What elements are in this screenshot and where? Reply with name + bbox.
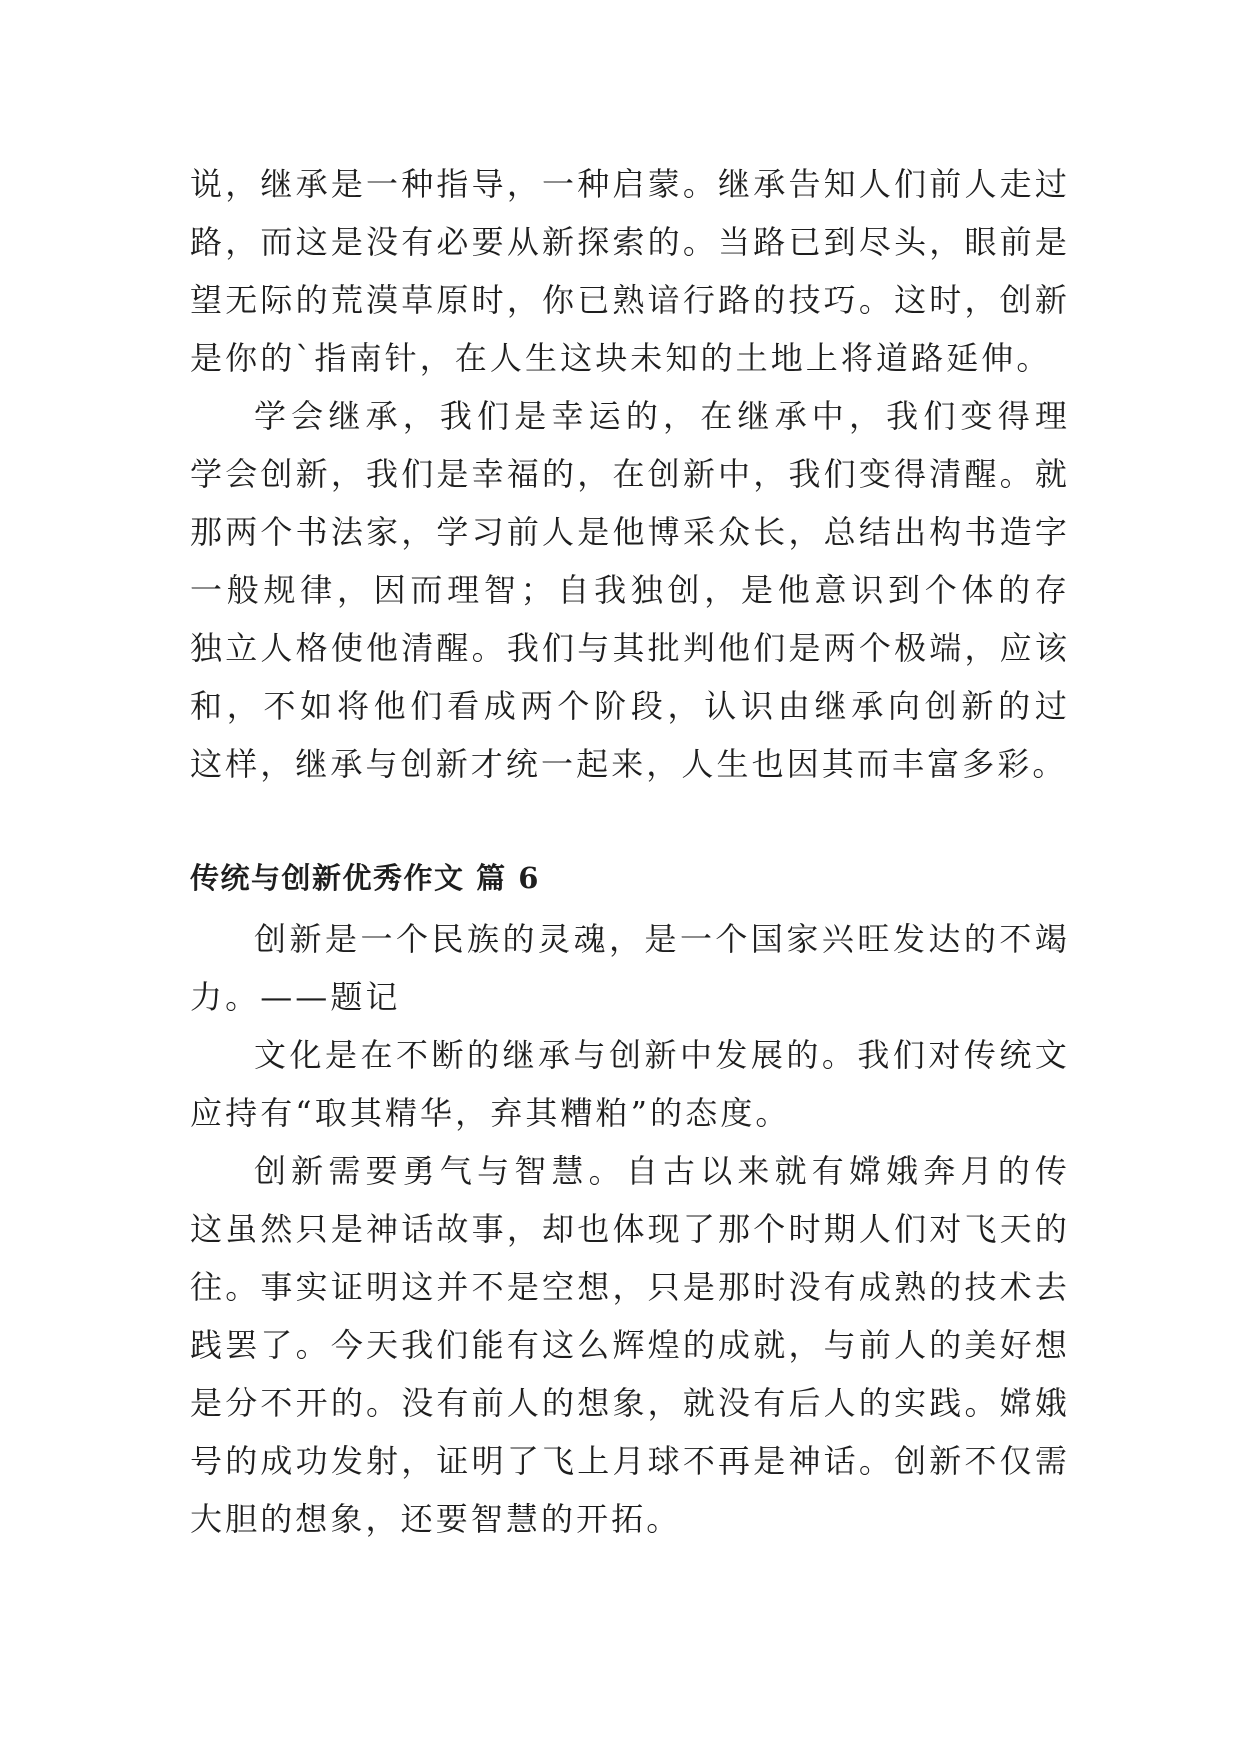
paragraph-line: 路，而这是没有必要从新探索的。当路已到尽头，眼前是 — [190, 223, 1070, 261]
paragraph-line: 和，不如将他们看成两个阶段，认识由继承向创新的过 — [190, 687, 1070, 725]
paragraph-line: 大胆的想象，还要智慧的开拓。 — [190, 1500, 682, 1538]
paragraph-line: 望无际的荒漠草原时，你已熟谙行路的技巧。这时，创新 — [190, 281, 1070, 319]
paragraph-line: 那两个书法家，学习前人是他博采众长，总结出构书造字 — [190, 513, 1070, 551]
paragraph-line: 践罢了。今天我们能有这么辉煌的成就，与前人的美好想 — [190, 1326, 1070, 1364]
paragraph-line: 学会继承，我们是幸运的，在继承中，我们变得理 — [254, 397, 1070, 435]
paragraph-line: 创新是一个民族的灵魂，是一个国家兴旺发达的不竭 — [254, 920, 1070, 958]
paragraph-line: 号的成功发射，证明了飞上月球不再是神话。创新不仅需 — [190, 1442, 1070, 1480]
paragraph-line: 创新需要勇气与智慧。自古以来就有嫦娥奔月的传 — [254, 1152, 1070, 1190]
paragraph-line: 往。事实证明这并不是空想，只是那时没有成熟的技术去 — [190, 1268, 1070, 1306]
paragraph-line: 应持有“取其精华，弃其糟粕”的态度。 — [190, 1094, 791, 1132]
paragraph-line: 独立人格使他清醒。我们与其批判他们是两个极端，应该 — [190, 629, 1070, 667]
paragraph-line: 学会创新，我们是幸福的，在创新中，我们变得清醒。就 — [190, 455, 1070, 493]
paragraph-line: 说，继承是一种指导，一种启蒙。继承告知人们前人走过 — [190, 165, 1070, 203]
paragraph-line: 力。——题记 — [190, 978, 401, 1016]
section-heading: 传统与创新优秀作文 篇 6 — [190, 861, 540, 895]
paragraph-line: 这虽然只是神话故事，却也体现了那个时期人们对飞天的 — [190, 1210, 1070, 1248]
paragraph-line: 是分不开的。没有前人的想象，就没有后人的实践。嫦娥 — [190, 1384, 1070, 1422]
paragraph-line: 这样，继承与创新才统一起来，人生也因其而丰富多彩。 — [190, 745, 1068, 783]
paragraph-line: 文化是在不断的继承与创新中发展的。我们对传统文 — [254, 1036, 1070, 1074]
paragraph-line: 是你的`指南针，在人生这块未知的土地上将道路延伸。 — [190, 339, 1052, 377]
paragraph-line: 一般规律，因而理智；自我独创，是他意识到个体的存 — [190, 571, 1070, 609]
